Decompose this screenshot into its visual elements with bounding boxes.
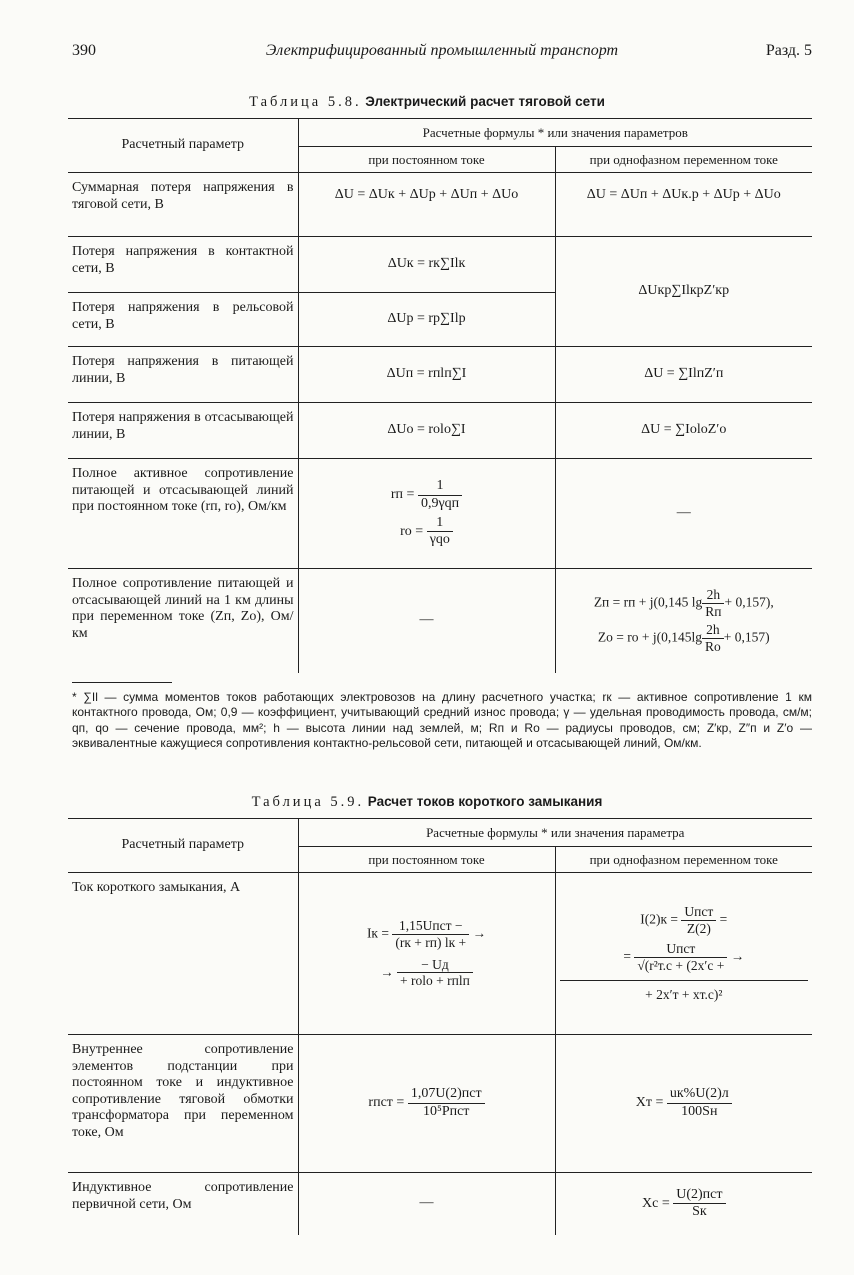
footnote: * ∑Il — сумма моментов токов работающих электровозов на длину расчетного участка; rк — активное сопротивление 1 км контактного провода, Ом; 0,9 — коэффициент, учитывающий средний износ провода; γ — удельная проводимость провода, см/м; qп, qо — сечение провода, мм²; h — высота линии над землей, м; Rп и Rо — радиусы проводов, см; Z′кр, Z″п и Z′о — эквивалентные кажущиеся сопротивления контактно-рельсовой сети, питающей и отсасывающей линий, Ом/км.	[72, 690, 812, 751]
table-row	[68, 1173, 812, 1235]
formula-ac: ΔU = ∑IlпZ′п	[644, 366, 724, 382]
running-title: Электрифицированный промышленный транспорт	[265, 42, 619, 59]
table-5-8	[68, 118, 812, 673]
table-row	[68, 173, 812, 237]
formula-ac: Zп = rп + j(0,145 lg $\frac{2h}{Rп}$ + 0,157), Zо = rо + j(0,145lg $\frac{2h}{Rо}$ + 0,157)	[593, 586, 774, 654]
table-5-9	[68, 818, 812, 1235]
table-row	[68, 459, 812, 569]
page-header	[72, 42, 812, 66]
header-dc: при постоянном токе	[298, 847, 555, 873]
formula-dc: —	[298, 1173, 555, 1235]
table-5-9-caption	[0, 794, 854, 811]
formula-dc: ΔUк = rк∑Ilк	[298, 237, 555, 293]
formula-dc: ΔU = ΔUк + ΔUр + ΔUп + ΔUо	[298, 173, 555, 237]
param-cell: Потеря напряжения в отсасывающей линии, В	[68, 403, 298, 459]
ro-fraction: $\frac{1}{\text{γqо}}$	[427, 515, 453, 549]
page-number: 390	[72, 42, 96, 59]
formula-dc: ΔUо = rоlо∑I	[298, 403, 555, 459]
formula-dc: Iк = $\frac{\text{1,15Uпст −}}{(rк + rп) lк +}$ → → $\frac{- Uд}{\text{+ rоlо + rпlп}}$	[298, 873, 555, 1035]
header-ac: при однофазном переменном токе	[555, 847, 812, 873]
formula-dc: ΔUр = rр∑Ilр	[298, 293, 555, 347]
table-row	[68, 237, 812, 293]
header-param: Расчетный параметр	[68, 119, 298, 173]
ro-lhs: rо =	[400, 523, 424, 539]
formula-dc: rпст = $\frac{\text{1,07U(2)пст}}{\text{10⁵Pпст}}$	[298, 1035, 555, 1173]
param-cell: Индуктивное сопротивление первичной сети, Ом	[68, 1173, 298, 1235]
formula-ac: Xт = $\frac{uк\%U(2)л}{100Sн}$	[555, 1035, 812, 1173]
caption-prefix: Таблица 5.9.	[251, 794, 365, 810]
table-row	[68, 873, 812, 1035]
formula-ac: ΔUкр∑IlкрZ′кр	[638, 283, 730, 299]
formula-dc: ΔUп = rпlп∑I	[298, 347, 555, 403]
table-5-8-caption	[0, 94, 854, 111]
header-ac: при однофазном переменном токе	[555, 147, 812, 173]
footnote-rule	[72, 682, 172, 683]
param-cell: Ток короткого замыкания, А	[68, 873, 298, 1035]
table-row	[68, 403, 812, 459]
formula-ac: —	[676, 505, 691, 521]
rp-lhs: rп =	[390, 487, 415, 503]
formula-ac: Xс = $\frac{\text{U(2)пст}}{Sк}$	[555, 1173, 812, 1235]
rp-fraction: $\frac{1}{\text{0,9γqп}}$	[418, 478, 462, 512]
header-group: Расчетные формулы * или значения параметров	[298, 119, 812, 147]
table-row	[68, 1035, 812, 1173]
param-cell: Суммарная потеря напряжения в тяговой сети, В	[68, 173, 298, 237]
formula-ac: ΔU = ∑IolоZ′о	[641, 422, 727, 438]
formula-ac: I(2)к = $\frac{\text{Uпст}}{Z(2)}$ = = $\frac{\text{Uпст}}{\text{√(r²т.с + (2x′с +}}$ → + 2x′т + xт.с)²	[555, 873, 812, 1035]
caption-title: Электрический расчет тяговой сети	[365, 94, 605, 109]
header-dc: при постоянном токе	[298, 147, 555, 173]
param-cell: Потеря напряжения в питающей линии, В	[68, 347, 298, 403]
param-cell: Потеря напряжения в контактной сети, В	[68, 237, 298, 293]
formula-ac: ΔU = ΔUп + ΔUк.р + ΔUр + ΔUо	[586, 187, 781, 202]
table-row	[68, 347, 812, 403]
param-cell: Полное сопротивление питающей и отсасывающей линий на 1 км длины при переменном токе (Zп, Zо), Ом/км	[68, 569, 298, 673]
param-cell: Полное активное сопротивление питающей и отсасывающей линий при постоянном токе (rп, rо), Ом/км	[68, 459, 298, 569]
header-group: Расчетные формулы * или значения параметра	[298, 819, 812, 847]
section-label: Разд. 5	[765, 42, 812, 59]
param-cell: Внутреннее сопротивление элементов подстанции при постоянном токе и индуктивное сопротивление тяговой обмотки трансформатора при переменном токе, Ом	[68, 1035, 298, 1173]
formula-dc: —	[298, 569, 555, 673]
param-cell: Потеря напряжения в рельсовой сети, В	[68, 293, 298, 347]
table-row	[68, 569, 812, 673]
formula-dc	[298, 459, 555, 569]
caption-prefix: Таблица 5.8.	[249, 94, 362, 110]
header-param: Расчетный параметр	[68, 819, 298, 873]
caption-title: Расчет токов короткого замыкания	[367, 794, 603, 809]
